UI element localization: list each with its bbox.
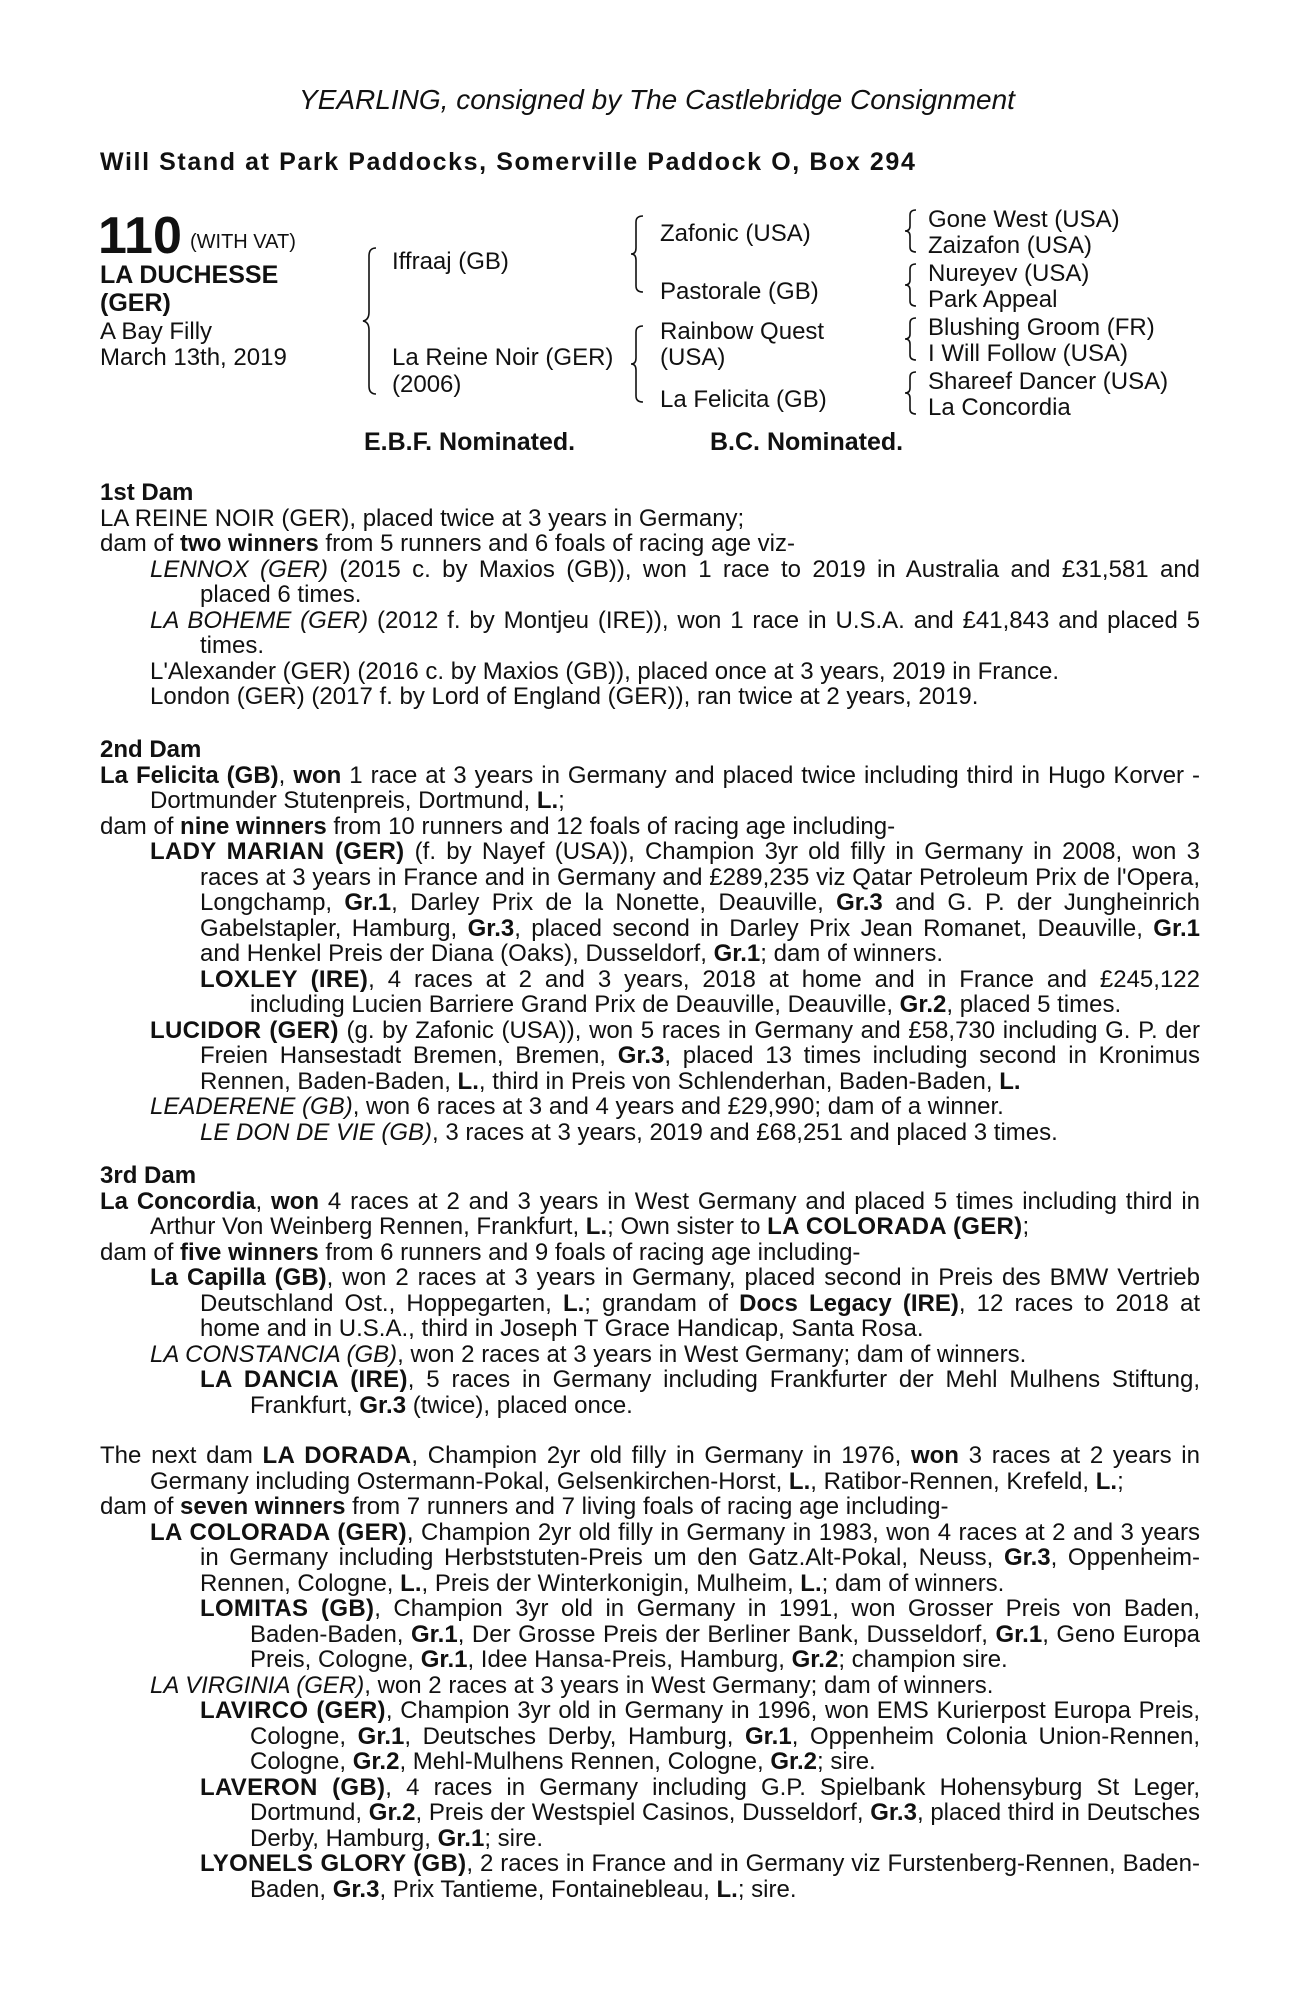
pedigree-g3-1: Gone West (USA) <box>928 206 1120 233</box>
offspring-entry: London (GER) (2017 f. by Lord of England (GER)), ran twice at 2 years, 2019. <box>150 683 979 710</box>
third-dam-section <box>100 1163 1200 1418</box>
ebf-nominated: E.B.F. Nominated. <box>364 428 576 456</box>
pedigree-g3-4: Park Appeal <box>928 286 1058 313</box>
pedigree-sire: Iffraaj (GB) <box>392 248 509 275</box>
next-dam-section <box>100 1443 1200 1902</box>
pedigree-brace-4c <box>904 316 920 362</box>
offspring-entry: LADY MARIAN (GER) (f. by Nayef (USA)), Champion 3yr old filly in Germany in 2008, won 3 races at 3 years in France and in Germany and £289,235 viz Qatar Petroleum Prix de l'Opera, Longchamp, Gr.1, Darley Prix de la Nonette, Deauville, Gr.3 and G. P. der Jungheinrich Gabelstapler, Hamburg, Gr.3, placed second in Darley Prix Jean Romanet, Deauville, Gr.1 and Henkel Preis der Diana (Oaks), Dusseldorf, Gr.1; dam of winners. <box>150 838 1201 967</box>
offspring-entry: LUCIDOR (GER) (g. by Zafonic (USA)), won 5 races in Germany and £58,730 including G. P. der Freien Hansestadt Bremen, Bremen, Gr.3, placed 13 times including second in Kronimus Rennen, Baden-Baden, L., third in Preis von Schlenderhan, Baden-Baden, L. <box>150 1016 1200 1095</box>
horse-description: A Bay Filly <box>100 318 213 345</box>
third-dam-summary: La Concordia, won 4 races at 2 and 3 years in West Germany and placed 5 times including third in Arthur Von Weinberg Rennen, Frankfurt, L.; Own sister to LA COLORADA (GER); <box>100 1187 1200 1240</box>
offspring-entry: La Capilla (GB), won 2 races at 3 years in Germany, placed second in Preis des BMW Vertrieb Deutschland Ost., Hoppegarten, L.; grandam of Docs Legacy (IRE), 12 races to 2018 at home and in U.S.A., third in Joseph T Grace Handicap, Santa Rosa. <box>150 1264 1201 1342</box>
offspring-entry: LA BOHEME (GER) (2012 f. by Montjeu (IRE)), won 1 race in U.S.A. and £41,843 and placed 5 times. <box>150 606 1200 659</box>
offspring-entry: LAVIRCO (GER), Champion 3yr old in Germany in 1996, won EMS Kurierpost Europa Preis, Cologne, Gr.1, Deutsches Derby, Hamburg, Gr.1, Oppenheim Colonia Union-Rennen, Cologne, Gr.2, Mehl-Mulhens Rennen, Cologne, Gr.2; sire. <box>200 1697 1201 1775</box>
pedigree-g3-3: Nureyev (USA) <box>928 260 1090 287</box>
pedigree-g3-5: Blushing Groom (FR) <box>928 314 1155 341</box>
pedigree-dam-sire-country: (USA) <box>660 344 726 371</box>
pedigree-brace-gen1 <box>362 246 382 396</box>
offspring-entry: LOXLEY (IRE), 4 races at 2 and 3 years, 2018 at home and in France and £245,122 including Lucien Barriere Grand Prix de Deauville, Deauville, Gr.2, placed 5 times. <box>200 965 1200 1018</box>
page-title: YEARLING, consigned by The Castlebridge Consignment <box>299 84 1015 115</box>
offspring-entry: LA COLORADA (GER), Champion 2yr old filly in Germany in 1983, won 4 races at 2 and 3 years in Germany including Herbststuten-Preis um den Gatz.Alt-Pokal, Neuss, Gr.3, Oppenheim-Rennen, Cologne, L., Preis der Winterkonigin, Mulheim, L.; dam of winners. <box>150 1518 1200 1597</box>
offspring-entry: LA DANCIA (IRE), 5 races in Germany including Frankfurter der Mehl Mulhens Stiftung, Frankfurt, Gr.3 (twice), placed once. <box>200 1366 1200 1419</box>
pedigree-g3-2: Zaizafon (USA) <box>928 232 1093 259</box>
pedigree-sire-sire: Zafonic (USA) <box>660 220 811 247</box>
horse-name-country: (GER) <box>100 289 171 317</box>
foaling-date: March 13th, 2019 <box>100 344 287 371</box>
bc-nominated: B.C. Nominated. <box>710 428 904 456</box>
pedigree-g3-7: Shareef Dancer (USA) <box>928 368 1169 395</box>
next-dam-produce-line: dam of seven winners from 7 runners and 7 living foals of racing age including- <box>100 1493 949 1520</box>
pedigree-sire-dam: Pastorale (GB) <box>660 278 819 305</box>
offspring-entry: LA VIRGINIA (GER), won 2 races at 3 years in West Germany; dam of winners. <box>150 1671 994 1699</box>
first-dam-summary: LA REINE NOIR (GER), placed twice at 3 years in Germany; <box>100 504 745 532</box>
third-dam-produce-line: dam of five winners from 6 runners and 9 foals of racing age including- <box>100 1238 861 1266</box>
second-dam-heading: 2nd Dam <box>100 736 202 763</box>
pedigree-g3-6: I Will Follow (USA) <box>928 340 1129 367</box>
second-dam-section <box>100 737 1200 1145</box>
next-dam-summary: The next dam LA DORADA, Champion 2yr old filly in Germany in 1976, won 3 races at 2 years in Germany including Ostermann-Pokal, Gelsenkirchen-Horst, L., Ratibor-Rennen, Krefeld, L.; <box>100 1442 1200 1495</box>
offspring-entry: LE DON DE VIE (GB), 3 races at 3 years, 2019 and £68,251 and placed 3 times. <box>200 1118 1058 1146</box>
pedigree-dam-sire: Rainbow Quest <box>660 318 825 345</box>
pedigree-brace-4b <box>904 262 920 308</box>
pedigree-dam-year: (2006) <box>392 371 462 398</box>
first-dam-heading: 1st Dam <box>100 479 194 506</box>
horse-name: LA DUCHESSE <box>100 261 279 289</box>
pedigree-brace-4a <box>904 208 920 254</box>
stabling-info: Will Stand at Park Paddocks, Somerville Paddock O, Box 294 <box>100 148 917 176</box>
first-dam-section <box>100 480 1200 710</box>
second-dam-produce-line: dam of nine winners from 10 runners and 12 foals of racing age including- <box>100 812 896 840</box>
offspring-entry: LEADERENE (GB), won 6 races at 3 and 4 years and £29,990; dam of a winner. <box>150 1093 1004 1120</box>
offspring-entry: LA CONSTANCIA (GB), won 2 races at 3 years in West Germany; dam of winners. <box>150 1340 1027 1368</box>
pedigree-g3-8: La Concordia <box>928 394 1071 421</box>
offspring-entry: LAVERON (GB), 4 races in Germany including G.P. Spielbank Hohensyburg St Leger, Dortmund, Gr.2, Preis der Westspiel Casinos, Dusseldorf, Gr.3, placed third in Deutsches Derby, Hamburg, Gr.1; sire. <box>200 1773 1201 1852</box>
vat-note: (WITH VAT) <box>190 231 296 253</box>
third-dam-heading: 3rd Dam <box>100 1162 197 1189</box>
offspring-entry: LOMITAS (GB), Champion 3yr old in Germany in 1991, won Grosser Preis von Baden, Baden-Baden, Gr.1, Der Grosse Preis der Berliner Bank, Dusseldorf, Gr.1, Geno Europa Preis, Cologne, Gr.1, Idee Hansa-Preis, Hamburg, Gr.2; champion sire. <box>200 1595 1201 1673</box>
offspring-entry: L'Alexander (GER) (2016 c. by Maxios (GB)), placed once at 3 years, 2019 in France. <box>150 657 1059 685</box>
offspring-entry: LYONELS GLORY (GB), 2 races in France and in Germany viz Furstenberg-Rennen, Baden-Baden, Gr.3, Prix Tantieme, Fontainebleau, L.; sire. <box>200 1850 1200 1903</box>
first-dam-produce-line: dam of two winners from 5 runners and 6 foals of racing age viz- <box>100 530 795 557</box>
pedigree-brace-4d <box>904 370 920 416</box>
pedigree-brace-sire <box>630 214 648 294</box>
pedigree-dam: La Reine Noir (GER) <box>392 344 614 371</box>
lot-number: 110 <box>98 207 182 265</box>
second-dam-summary: La Felicita (GB), won 1 race at 3 years in Germany and placed twice including third in Hugo Korver - Dortmunder Stutenpreis, Dortmund, L.; <box>100 761 1201 814</box>
offspring-entry: LENNOX (GER) (2015 c. by Maxios (GB)), won 1 race to 2019 in Australia and £31,581 and placed 6 times. <box>150 555 1201 608</box>
pedigree-dam-dam: La Felicita (GB) <box>660 386 827 413</box>
pedigree-brace-dam <box>630 324 648 404</box>
